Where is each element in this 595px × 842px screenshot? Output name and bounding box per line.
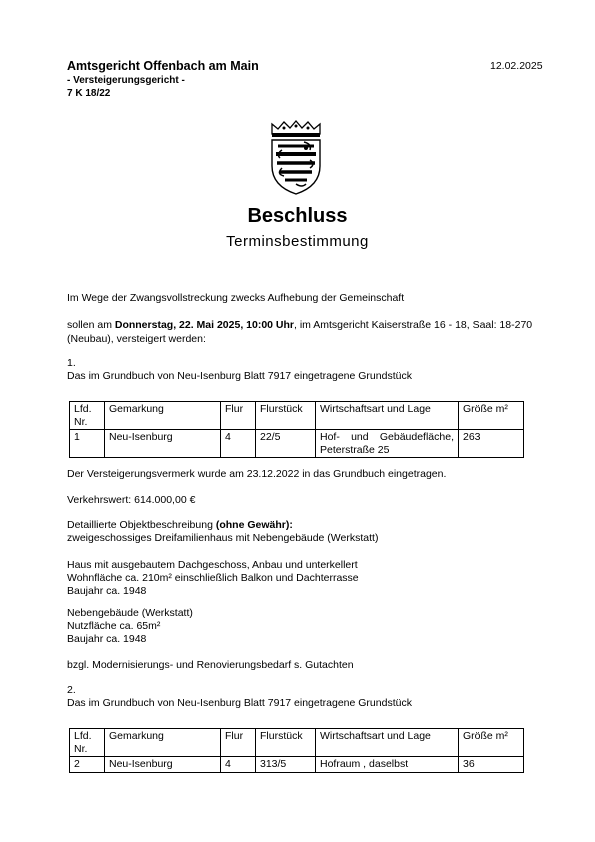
- description-heading: [67, 519, 537, 533]
- description-disclaimer: (ohne Gewähr):: [215, 519, 293, 531]
- description-line: zweigeschossiges Dreifamilienhaus mit Nebengebäude (Werkstatt): [67, 532, 379, 544]
- document-title: Beschluss: [247, 205, 348, 227]
- document-subtitle: Terminsbestimmung: [226, 233, 369, 250]
- header-groesse: Größe m²: [459, 402, 524, 430]
- header-groesse: Größe m²: [459, 729, 524, 757]
- renovation-note: bzgl. Modernisierungs- und Renovierungsbedarf s. Gutachten: [67, 659, 354, 671]
- house-line-1: Haus mit ausgebautem Dachgeschoss, Anbau und unterkellert: [67, 559, 358, 571]
- item2-number: 2.: [67, 684, 76, 696]
- header-lfd: Lfd. Nr.: [70, 729, 105, 757]
- table-header-row: [70, 402, 524, 430]
- house-line-3: Baujahr ca. 1948: [67, 585, 147, 597]
- outbuilding-line-2: Nutzfläche ca. 65m²: [67, 620, 161, 632]
- cell-lfd: 1: [70, 430, 105, 458]
- item1-number: 1.: [67, 357, 76, 369]
- court-name: Amtsgericht Offenbach am Main: [67, 59, 259, 73]
- description-heading-label: Detaillierte Objektbeschreibung: [67, 519, 216, 531]
- file-number: 7 K 18/22: [67, 88, 111, 99]
- document-date: 12.02.2025: [490, 60, 543, 72]
- court-department: - Versteigerungsgericht -: [67, 75, 185, 86]
- cell-flurstueck: 22/5: [256, 430, 316, 458]
- header-gemarkung: Gemarkung: [105, 402, 221, 430]
- header-gemarkung: Gemarkung: [105, 729, 221, 757]
- cell-groesse: 36: [459, 757, 524, 773]
- cell-groesse: 263: [459, 430, 524, 458]
- schedule-text: [67, 319, 537, 346]
- schedule-suffix: , im Amtsgericht Kaiserstraße 16 - 18, Saal: 18-270 (Neubau), versteigert werden:: [67, 319, 533, 345]
- table-row: [70, 430, 524, 458]
- header-wirtschaftsart: Wirtschaftsart und Lage: [316, 729, 459, 757]
- header-flur: Flur: [221, 402, 256, 430]
- cell-wirtschaftsart: Hofraum , daselbst: [316, 757, 459, 773]
- table-row: [70, 757, 524, 773]
- header-flurstueck: Flurstück: [256, 402, 316, 430]
- table-header-row: [70, 729, 524, 757]
- cell-gemarkung: Neu-Isenburg: [105, 757, 221, 773]
- cell-flurstueck: 313/5: [256, 757, 316, 773]
- item1-heading: Das im Grundbuch von Neu-Isenburg Blatt 7917 eingetragene Grundstück: [67, 370, 412, 382]
- header-wirtschaftsart: Wirtschaftsart und Lage: [316, 402, 459, 430]
- outbuilding-line-3: Baujahr ca. 1948: [67, 633, 147, 645]
- vermerk-text: Der Versteigerungsvermerk wurde am 23.12.2022 in das Grundbuch eingetragen.: [67, 468, 447, 480]
- verkehrswert: Verkehrswert: 614.000,00 €: [67, 494, 196, 506]
- header-flur: Flur: [221, 729, 256, 757]
- schedule-date: Donnerstag, 22. Mai 2025, 10:00 Uhr: [114, 319, 295, 331]
- intro-text: Im Wege der Zwangsvollstreckung zwecks Aufhebung der Gemeinschaft: [67, 292, 405, 304]
- parcel-table-1: [69, 401, 524, 458]
- hessen-coat-of-arms-icon: [266, 120, 326, 201]
- cell-lfd: 2: [70, 757, 105, 773]
- cell-gemarkung: Neu-Isenburg: [105, 430, 221, 458]
- header-flurstueck: Flurstück: [256, 729, 316, 757]
- wirtschaft-line-2: Peterstraße 25: [320, 443, 390, 456]
- cell-wirtschaftsart: [316, 430, 459, 458]
- house-line-2: Wohnfläche ca. 210m² einschließlich Balkon und Dachterrasse: [67, 572, 359, 584]
- cell-flur: 4: [221, 757, 256, 773]
- item2-heading: Das im Grundbuch von Neu-Isenburg Blatt 7917 eingetragene Grundstück: [67, 697, 412, 709]
- cell-flur: 4: [221, 430, 256, 458]
- parcel-table-2: [69, 728, 524, 773]
- schedule-prefix: sollen am: [67, 319, 115, 331]
- outbuilding-line-1: Nebengebäude (Werkstatt): [67, 607, 193, 619]
- header-lfd: Lfd. Nr.: [70, 402, 105, 430]
- wirtschaft-line-1: Hof- und Gebäudefläche,: [320, 431, 454, 443]
